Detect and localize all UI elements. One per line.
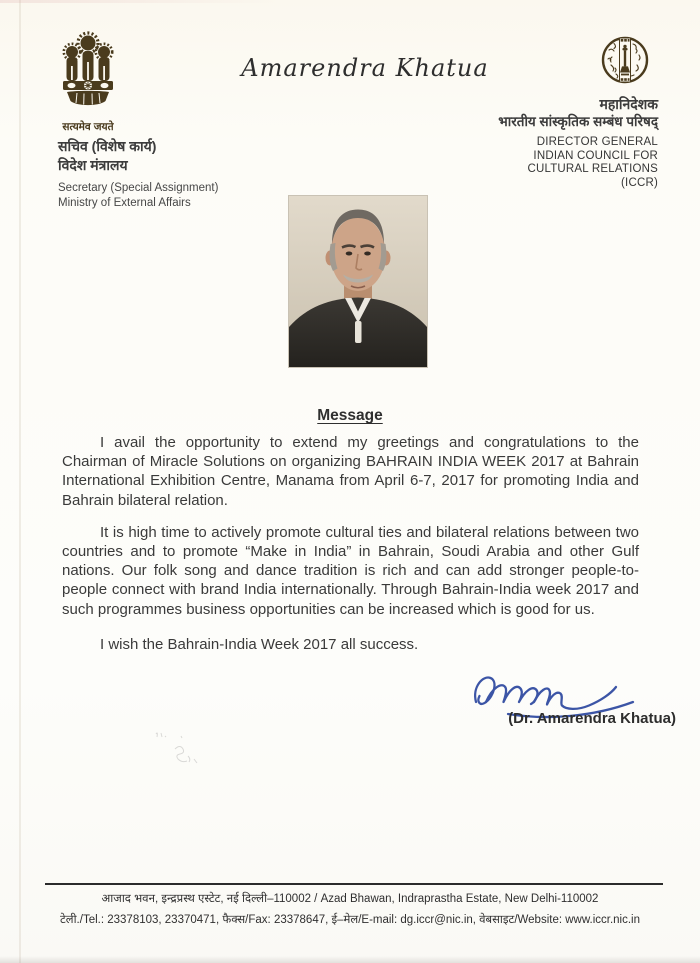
letterhead-title-english: Secretary (Special Assignment) (58, 182, 219, 194)
iccr-round-seal-icon (600, 34, 650, 91)
portrait-photo (288, 195, 428, 368)
right-title-hindi: महानिदेशक (599, 96, 658, 112)
footer-contact-line: टेली./Tel.: 23378103, 23370471, फैक्स/Fax: 23378647, ई–मेल/E-mail: dg.iccr@nic.in, वेबसाइट/Website: www.iccr.nic.in (59, 914, 641, 926)
paragraph-2: It is high time to actively promote cultural ties and bilateral relations between two countries and to promote “Make in India” in Bahrain, Soudi Arabia and other Gulf nations. Our folk song and dance tradition is rich and can add stronger people-to-people connect with brand India internationally. Through Bahrain-India week 2017 and such programmes business opportunities can be increased which is good for us. (62, 523, 639, 618)
signer-printed-name: (Dr. Amarendra Khatua) (508, 710, 676, 727)
right-line-indian-council: INDIAN COUNCIL FOR (533, 149, 658, 162)
emblem-motto: सत्यमेव जयते (62, 121, 114, 133)
right-org-hindi: भारतीय सांस्कृतिक सम्बंध परिषद् (498, 114, 658, 129)
scan-artifact-left-edge (19, 0, 21, 963)
letter-body (62, 433, 639, 667)
scan-artifact-top-edge (0, 0, 700, 3)
right-line-cultural-relations: CULTURAL RELATIONS (527, 163, 658, 175)
letterhead-org-english: Ministry of External Affairs (58, 197, 191, 209)
scan-artifact-bottom-edge (0, 956, 700, 963)
official-name-script: Amarendra Khatua (241, 54, 489, 82)
right-line-director-general: DIRECTOR GENERAL (536, 136, 658, 148)
paragraph-1: I avail the opportunity to extend my greetings and congratulations to the Chairman of Miracle Solutions on organizing BAHRAIN INDIA WEEK 2017 at Bahrain International Exhibition Centre, Manama from April 6-7, 2017 for promoting India and Bahrain bilateral relation. (62, 434, 639, 509)
scan-smudge-marks (148, 726, 238, 791)
ashoka-lion-capital-emblem-icon (62, 30, 248, 119)
footer-divider (45, 883, 663, 885)
footer-address-line: आजाद भवन, इन्द्रप्रस्थ एस्टेट, नई दिल्ली–110002 / Azad Bhawan, Indraprastha Estate, New Delhi-110002 (101, 893, 599, 905)
paragraph-3: I wish the Bahrain-India Week 2017 all success. (100, 635, 419, 653)
letterhead-left-block (58, 30, 248, 211)
letterhead-title-hindi: सचिव (विशेष कार्य) (58, 138, 157, 154)
letterhead-org-hindi: विदेश मंत्रालय (58, 157, 128, 173)
letterhead-right-block (438, 34, 658, 190)
message-heading: Message (317, 407, 383, 424)
right-line-iccr: (ICCR) (621, 176, 658, 189)
